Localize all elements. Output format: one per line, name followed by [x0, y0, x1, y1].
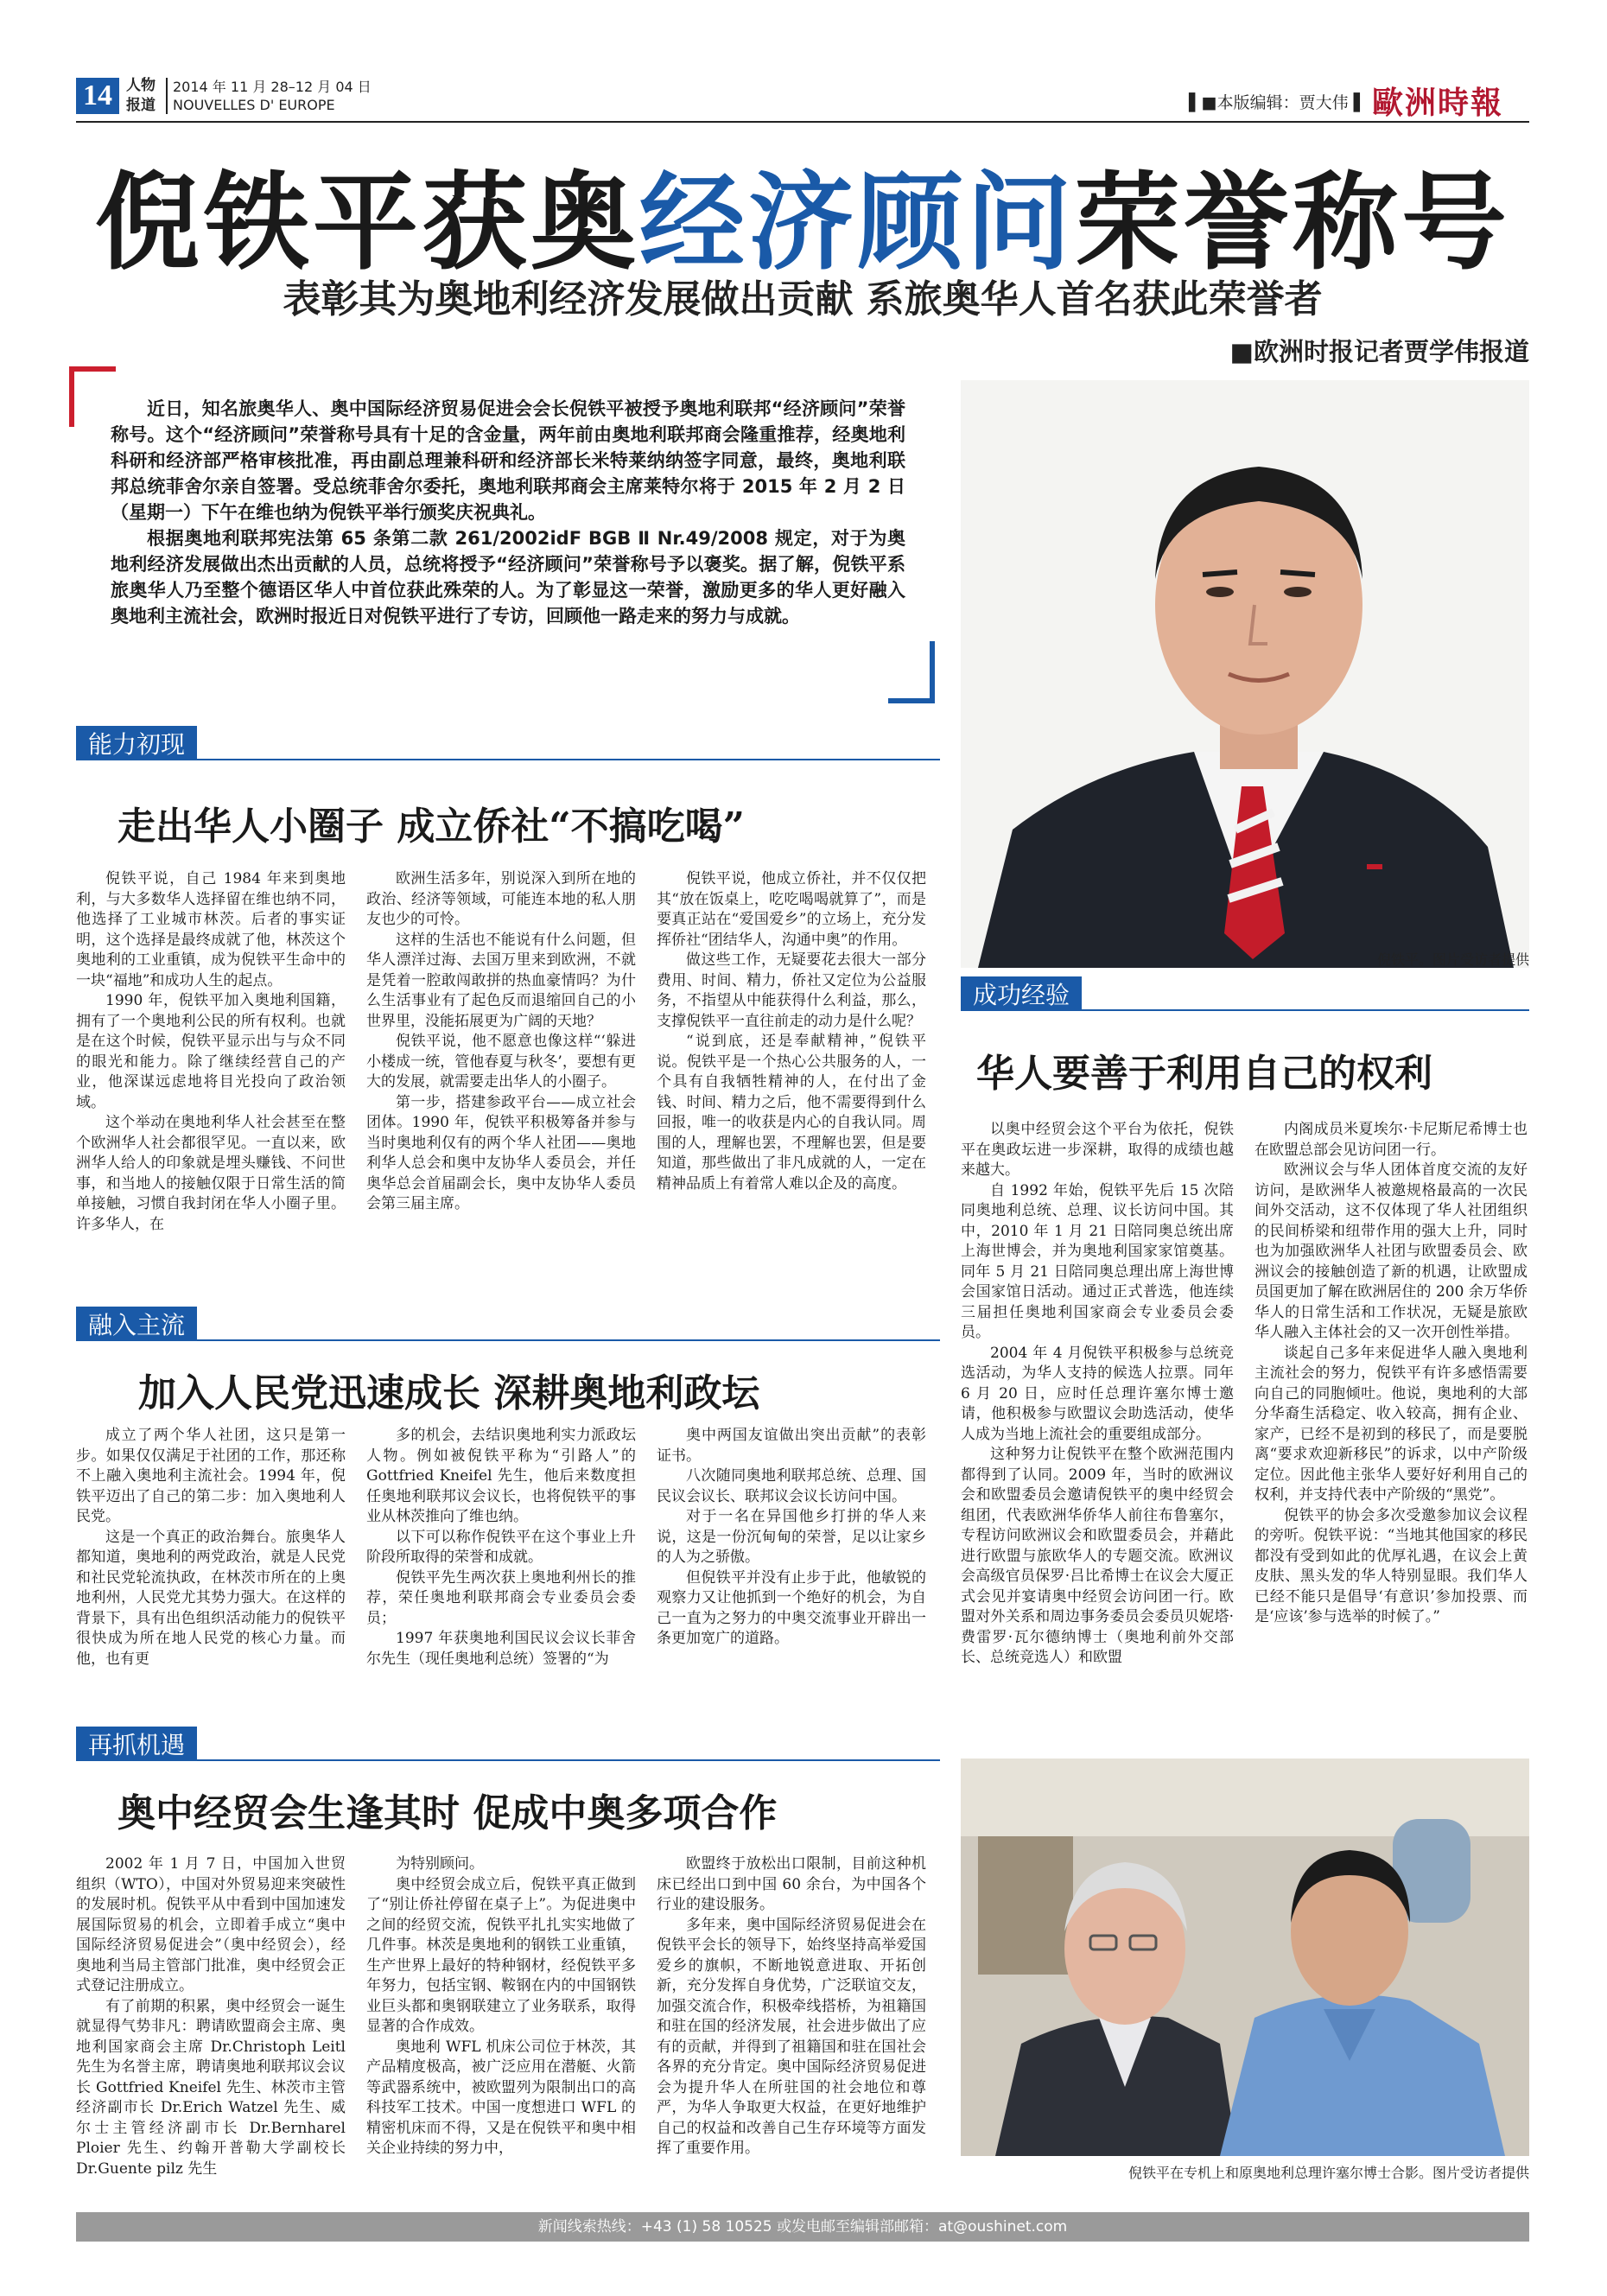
- section-title: 奥中经贸会生逢其时 促成中奥多项合作: [118, 1791, 778, 1835]
- intro-paragraph: 近日，知名旅奥华人、奥中国际经济贸易促进会会长倪铁平被授予奥地利联邦“经济顾问”荣誉称号。这个“经济顾问”荣誉称号具有十足的含金量，两年前由奥地利联邦商会隆重推荐，经奥地利科研和经济部严格审核批准，再由副总理兼科研和经济部长米特莱纳纳签字同意，最终，奥地利联邦总统菲舍尔亲自签署。受总统菲舍尔委托，奥地利联邦商会主席莱特尔将于 2015 年 2 月 2 日（星期一）下午在维也纳为倪铁平举行颁奖庆祝典礼。: [111, 398, 905, 523]
- section-tag-ability: 能力初现: [76, 726, 197, 760]
- intro-bracket-bottom-right-h: [888, 698, 935, 703]
- header-divider: [76, 121, 1529, 123]
- paragraph: 第一步，搭建参政平台——成立社会团体。1990 年，倪铁平积极筹备并参与当时奥地利仅有的两个华人社团——奥地利华人总会和奥中友协华人委员会，并任奥华总会首届副会长，奥中友协华人委员会第三届主席。: [366, 1093, 636, 1212]
- section-title: 加入人民党迅速成长 深耕奥地利政坛: [138, 1371, 760, 1415]
- column-name-line2: 报道: [126, 97, 156, 114]
- paragraph: 这个举动在奥地利华人社会甚至在整个欧洲华人社会都很罕见。一直以来，欧洲华人给人的印象就是埋头赚钱、不问世事，和当地人的接触仅限于日常生活的简单接触，习惯自我封闭在华人小圈子里。许多华人，在: [76, 1114, 346, 1233]
- paragraph: 多的机会，去结识奥地利实力派政坛人物。例如被倪铁平称为“引路人”的 Gottfried Kneifel 先生，他后来数度担任奥地利联邦议会议长，也将倪铁平的事业从林茨推向了维也纳。: [366, 1427, 636, 1525]
- headline-highlight: 经济顾问: [639, 160, 1075, 284]
- paragraph: 以奥中经贸会这个平台为依托，倪铁平在奥政坛进一步深耕，取得的成绩也越来越大。: [961, 1121, 1234, 1179]
- paragraph: 奥地利 WFL 机床公司位于林茨，其产品精度极高，被广泛应用在潜艇、火箭等武器系统中，被欧盟列为限制出口的高科技军工技术。中国一度想进口 WFL 的精密机床而不得，又是在倪铁平和奥中相关企业持续的努力中，: [366, 2038, 636, 2157]
- article-column: [961, 1120, 1234, 1669]
- editor-credit: ▌■本版编辑：贾大伟 ▌: [1189, 93, 1367, 112]
- article-column: [657, 869, 926, 1194]
- section-tag-integration: 融入主流: [76, 1307, 197, 1341]
- intro-paragraph: 根据奥地利联邦宪法第 65 条第二款 261/2002idF BGB Ⅱ Nr.49/2008 规定，对于为奥地利经济发展做出杰出贡献的人员，总统将授予“经济顾问”荣誉称号予以褒奖。据了解，倪铁平系旅奥华人乃至整个德语区华人中首位获此殊荣的人。为了彰显这一荣誉，激励更多的华人更好融入奥地利主流社会，欧洲时报近日对倪铁平进行了专访，回顾他一路走来的努力与成就。: [111, 528, 905, 626]
- section-tag-rule: [961, 1009, 1529, 1011]
- paragraph: 有了前期的积累，奥中经贸会一诞生就显得气势非凡：聘请欧盟商会主席、奥地利国家商会主席 Dr.Christoph Leitl 先生为名誉主席，聘请奥地利联邦议会议长 Gottfried Kneifel 先生、林茨市主管经济副市长 Dr.Erich Watzel 先生、威尔士主管经济副市长 Dr.Bernharel Ploier 先生、约翰开普勒大学副校长 Dr.Guente pilz 先生: [76, 1997, 346, 2178]
- paragraph: 这是一个真正的政治舞台。旅奥华人都知道，奥地利的两党政治，就是人民党和社民党轮流执政，在林茨市所在的上奥地利州，人民党尤其势力强大。在这样的背景下，具有出色组织活动能力的倪铁平很快成为所在地人民党的核心力量。而他，也有更: [76, 1528, 346, 1668]
- news-hotline-footer: 新闻线索热线：+43 (1) 58 10525 或发电邮至编辑部邮箱：at@oushinet.com: [76, 2212, 1529, 2242]
- section-tag-success: 成功经验: [961, 976, 1082, 1011]
- paragraph: 倪铁平说，他不愿意也像这样“‘躲进小楼成一统，管他春夏与秋冬’，要想有更大的发展，就需要走出华人的小圈子。: [366, 1033, 636, 1091]
- column-name-line1: 人物: [126, 77, 156, 94]
- paragraph: 成立了两个华人社团，这只是第一步。如果仅仅满足于社团的工作，那还称不上融入奥地利主流社会。1994 年，倪铁平迈出了自己的第二步：加入奥地利人民党。: [76, 1427, 346, 1525]
- paragraph: 为特别顾问。: [396, 1855, 484, 1873]
- plane-illustration: [961, 1759, 1529, 2156]
- paragraph: 自 1992 年始，倪铁平先后 15 次陪同奥地利总统、总理、议长访问中国。其中，2010 年 1 月 21 日陪同奥总统出席上海世博会，并为奥地利国家家馆奠基。同年 5 月 21 日陪同奥总理出席上海世博会国家馆日活动。通过正式普选，他连续三届担任奥地利国家商会专业委员会委员。: [961, 1181, 1234, 1341]
- headline-part2: 荣誉称号: [1075, 160, 1510, 284]
- subheadline: 表彰其为奥地利经济发展做出贡献 系旅奥华人首名获此荣誉者: [283, 277, 1323, 321]
- paragraph: 内阁成员米夏埃尔·卡尼斯尼希博士也在欧盟总部会见访问团一行。: [1254, 1121, 1528, 1159]
- article-column: [76, 1854, 346, 2179]
- paragraph: 以下可以称作倪铁平在这个事业上升阶段所取得的荣誉和成就。: [366, 1528, 636, 1566]
- paragraph: 1990 年，倪铁平加入奥地利国籍，拥有了一个奥地利公民的所有权利。也就是在这个时候，倪铁平显示出与与众不同的眼光和能力。除了继续经营自己的产业，他深谋远虑地将目光投向了政治领域。: [76, 992, 346, 1111]
- paragraph: 倪铁平先生两次获上奥地利州长的推荐，荣任奥地利联邦商会专业委员会委员；: [366, 1568, 636, 1627]
- paragraph: 2004 年 4 月倪铁平积极参与总统竞选活动，为华人支持的候选人拉票。同年 6 月 20 日，应时任总理许塞尔博士邀请，他积极参与欧盟议会助选活动，使华人成为当地上流社会的重要组成部分。: [961, 1344, 1234, 1443]
- portrait-caption: 倪铁平。图片受访者提供: [1376, 951, 1529, 968]
- newspaper-french-name: NOUVELLES D' EUROPE: [173, 97, 335, 113]
- paragraph: 欧洲议会与华人团体首度交流的友好访问，是欧洲华人被邀规格最高的一次民间外交活动，这不仅体现了华人社团组织的民间桥梁和纽带作用的强大上升，同时也为加强欧洲华人社团与欧盟委员会、欧洲议会的接触创造了新的机遇，让欧盟成员国更加了解在欧洲居住的 200 余万华侨华人的日常生活和工作状况，无疑是旅欧华人融入主体社会的又一次开创性举措。: [1254, 1161, 1528, 1341]
- plane-caption: 倪铁平在专机上和原奥地利总理许塞尔博士合影。图片受访者提供: [1127, 2165, 1529, 2181]
- paragraph: 欧盟终于放松出口限制，目前这种机床已经出口到中国 60 余台，为中国各个行业的建设服务。: [657, 1855, 926, 1913]
- headline-part1: 倪铁平获奥: [95, 160, 639, 284]
- paragraph: 这样的生活也不能说有什么问题，但华人漂洋过海、去国万里来到欧洲，不就是凭着一腔敢闯敢拼的热血豪情吗？为什么生活事业有了起色反而退缩回自己的小世界里，没能拓展更为广阔的天地？: [366, 931, 636, 1030]
- section-title: 华人要善于利用自己的权利: [976, 1052, 1432, 1096]
- article-column: [366, 1854, 636, 2159]
- main-headline: [76, 138, 1529, 289]
- portrait-illustration: [961, 380, 1529, 968]
- paragraph: 谈起自己多年来促进华人融入奥地利主流社会的努力，倪铁平有许多感悟需要向自己的同胞倾吐。他说，奥地利的大部分华裔生活稳定、收入较高，拥有企业、家产，已经不是初到的移民了，而是要脱离“要求欢迎新移民”的诉求，以中产阶级定位。因此他主张华人要好好利用自己的权利，并支持代表中产阶级的“黑党”。: [1254, 1344, 1528, 1504]
- paragraph: 对于一名在异国他乡打拼的华人来说，这是一份沉甸甸的荣誉，足以让家乡的人为之骄傲。: [657, 1508, 926, 1566]
- paragraph: 1997 年获奥地利国民议会议长菲舍尔先生（现任奥地利总统）签署的“为: [366, 1630, 636, 1668]
- article-column: [76, 869, 346, 1235]
- byline: ■欧洲时报记者贾学伟报道: [1229, 337, 1529, 366]
- paragraph: “说到底，还是奉献精神，”倪铁平说。倪铁平是一个热心公共服务的人，一个具有自我牺牲精神的人，在付出了金钱、时间、精力之后，他不需要得到什么回报，唯一的收获是内心的自我认同。周围的人，理解也罢，不理解也罢，但是要知道，那些做出了非凡成就的人，一定在精神品质上有着常人难以企及的高度。: [657, 1033, 926, 1193]
- issue-info: [166, 78, 372, 114]
- intro-bracket-top-left-h: [69, 366, 116, 372]
- paragraph: 欧洲生活多年，别说深入到所在地的政治、经济等领域，可能连本地的私人朋友也少的可怜。: [366, 870, 636, 928]
- paragraph: 这种努力让倪铁平在整个欧洲范围内都得到了认同。2009 年，当时的欧洲议会和欧盟委员会邀请倪铁平的奥中经贸会组团，代表欧洲华侨华人前往布鲁塞尔，专程访问欧洲议会和欧盟委员会，并藉此进行欧盟与旅欧华人的专题交流。欧洲议会高级官员保罗·吕比希博士在议会大厦正式会见并宴请奥中经贸会访问团一行。欧盟对外关系和周边事务委员会委员贝妮塔·费雷罗·瓦尔德纳博士（奥地利前外交部长、总统竞选人）和欧盟: [961, 1446, 1234, 1666]
- paragraph: 2002 年 1 月 7 日，中国加入世贸组织（WTO），中国对外贸易迎来突破性的发展时机。倪铁平从中看到中国加速发展国际贸易的机会，立即着手成立“奥中国际经济贸易促进会”（奥中经贸会），经奥地利当局主管部门批准，奥中经贸会正式登记注册成立。: [76, 1855, 346, 1994]
- section-title: 走出华人小圈子 成立侨社“不搞吃喝”: [118, 805, 745, 849]
- article-column: [1254, 1120, 1528, 1628]
- section-tag-opportunity: 再抓机遇: [76, 1727, 197, 1761]
- column-name: [126, 76, 156, 116]
- article-column: [657, 1426, 926, 1650]
- paragraph: 倪铁平说，他成立侨社，并不仅仅把其“放在饭桌上，吃吃喝喝就算了”，而是要真正站在“爱国爱乡”的立场上，充分发挥侨社“团结华人，沟通中奥”的作用。: [657, 870, 926, 949]
- paragraph: 但倪铁平并没有止步于此，他敏锐的观察力又让他抓到一个绝好的机会，为自己一直为之努力的中奥交流事业开辟出一条更加宽广的道路。: [657, 1568, 926, 1647]
- paragraph: 倪铁平说，自己 1984 年来到奥地利，与大多数华人选择留在维也纳不同，他选择了工业城市林茨。后者的事实证明，这个选择是最终成就了他，林茨这个奥地利的工业重镇，成为倪铁平生命中的一块“福地”和成功人生的起点。: [76, 870, 346, 989]
- paragraph: 多年来，奥中国际经济贸易促进会在倪铁平会长的领导下，始终坚持高举爱国爱乡的旗帜，不断地锐意进取、开拓创新，充分发挥自身优势，广泛联谊交友，加强交流合作，积极牵线搭桥，为祖籍国和驻在国的经济发展，社会进步做出了应有的贡献，并得到了祖籍国和驻在国社会各界的充分肯定。奥中国际经济贸易促进会为提升华人在所驻国的社会地位和尊严，为华人争取更大权益，在更好地维护自己的权益和改善自己生存环境等方面发挥了重要作用。: [657, 1916, 926, 2157]
- article-column: [657, 1854, 926, 2159]
- section-tag-rule: [76, 1339, 940, 1341]
- plane-photo: [961, 1759, 1529, 2156]
- paragraph: 奥中经贸会成立后，倪铁平真正做到了“别让侨社停留在桌子上”。为促进奥中之间的经贸交流，倪铁平扎扎实实地做了几件事。林茨是奥地利的钢铁工业重镇，生产世界上最好的特种钢材，经倪铁平多年努力，包括宝钢、鞍钢在内的中国钢铁业巨头都和奥钢联建立了业务联系，取得显著的合作成效。: [366, 1875, 636, 2035]
- paragraph: 八次随同奥地利联邦总统、总理、国民议会议长、联邦议会议长访问中国。: [657, 1467, 926, 1505]
- intro-bracket-top-left: [69, 366, 74, 427]
- article-column: [76, 1426, 346, 1670]
- article-column: [366, 869, 636, 1215]
- paragraph: 倪铁平的协会多次受邀参加议会议程的旁听。倪铁平说：“当地其他国家的移民都没有受到如此的优厚礼遇，在议会上黄皮肤、黑头发的华人特别显眼。我们华人已经不能只是倡导‘有意识’参加投票、而是‘应该’参与选举的时候了。”: [1254, 1506, 1528, 1625]
- intro-bracket-bottom-right: [930, 641, 935, 703]
- intro-paragraphs: [111, 396, 905, 629]
- portrait-photo: [961, 380, 1529, 968]
- paragraph: 做这些工作，无疑要花去很大一部分费用、时间、精力，侨社又定位为公益服务，不指望从中能获得什么利益，那么，支撑倪铁平一直往前走的动力是什么呢？: [657, 951, 926, 1030]
- newspaper-logo: 歐洲時報: [1372, 85, 1504, 121]
- section-tag-rule: [76, 759, 940, 760]
- paragraph: 奥中两国友谊做出突出贡献”的表彰证书。: [657, 1427, 926, 1465]
- section-tag-rule: [76, 1759, 940, 1761]
- page-number: 14: [76, 78, 119, 114]
- issue-dates: 2014 年 11 月 28–12 月 04 日: [173, 79, 372, 95]
- article-column: [366, 1426, 636, 1670]
